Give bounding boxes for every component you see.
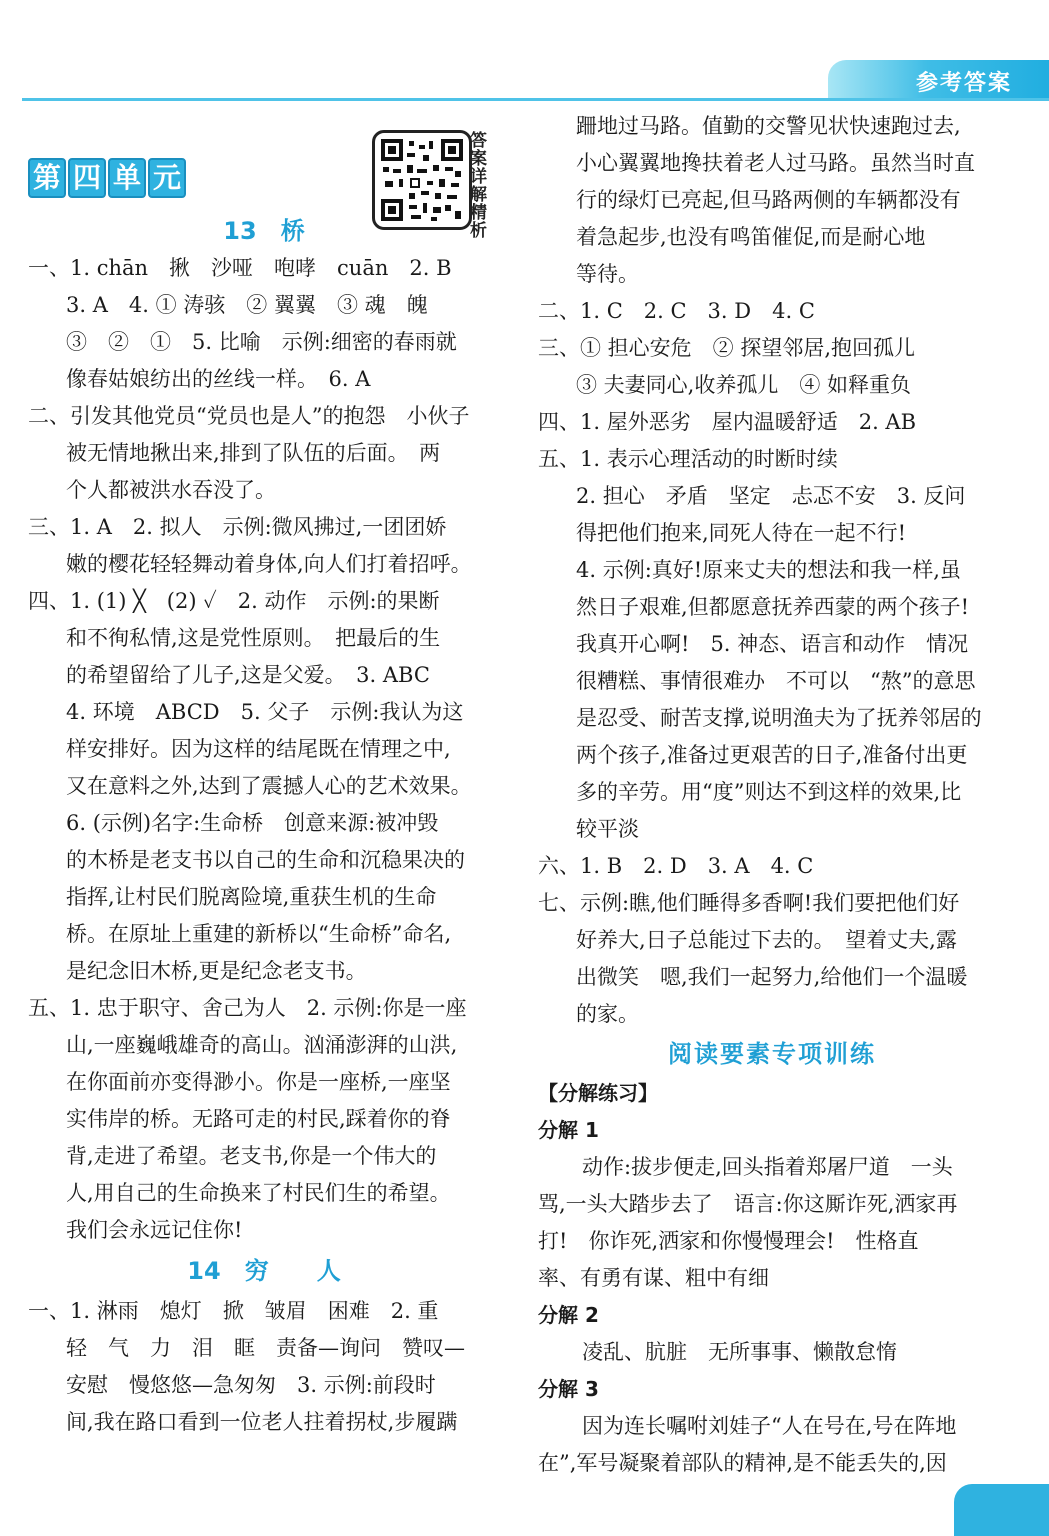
answer-line: 很糟糕、事情很难办 不可以 “熬”的意思 [576, 669, 976, 693]
reading-section-title: 阅读要素专项训练 [668, 1040, 876, 1068]
header-tab-label: 参考答案 [916, 71, 1013, 96]
answer-line: 四、1. (1) ╳ (2) ✓ 2. 动作 示例:的果断 [28, 589, 440, 613]
lesson13-title-wrap [28, 213, 500, 250]
answer-line: 一、1. 淋雨 熄灯 掀 皱眉 困难 2. 重 [28, 1299, 439, 1323]
answer-line: 桥。在原址上重建的新桥以“生命桥”命名, [66, 922, 452, 946]
answer-line: 样安排好。因为这样的结尾既在情理之中, [66, 737, 451, 761]
left-column [28, 250, 500, 1441]
fenjie2-label: 分解 2 [538, 1303, 599, 1327]
fenjie-header: 【分解练习】 [538, 1081, 658, 1105]
answer-line: 3. A 4. ① 涛骇 ② 翼翼 ③ 魂 魄 [66, 293, 428, 317]
qr-caption-char: 解 [470, 185, 487, 205]
answer-line: 和不徇私情,这是党性原则。 把最后的生 [66, 626, 441, 650]
answer-line: 的希望留给了儿子,这是父爱。 3. ABC [66, 663, 430, 687]
lesson14-title: 14 穷 人 [187, 1257, 341, 1285]
answer-line: 因为连长嘱咐刘娃子“人在号在,号在阵地 [582, 1414, 957, 1438]
answer-line: 是忍受、耐苦支撑,说明渔夫为了抚养邻居的 [576, 706, 982, 730]
page-corner-tab [954, 1484, 1049, 1536]
answer-line: 二、1. C 2. C 3. D 4. C [538, 299, 815, 323]
answer-line: 出微笑 嗯,我们一起努力,给他们一个温暖 [576, 965, 968, 989]
right-column [538, 108, 1006, 1482]
unit-char: 第 [28, 158, 66, 198]
answer-line: 五、1. 表示心理活动的时断时续 [538, 447, 838, 471]
answer-line: 六、1. B 2. D 3. A 4. C [538, 854, 814, 878]
answer-line: 得把他们抱来,同死人待在一起不行! [576, 521, 907, 545]
answer-line: 凌乱、肮脏 无所事事、懒散怠惰 [582, 1340, 897, 1364]
header-tab [828, 60, 1049, 100]
answer-line: 我们会永远记住你! [66, 1218, 243, 1242]
answer-line: 在你面前亦变得渺小。你是一座桥,一座坚 [66, 1070, 451, 1094]
unit-badge [28, 158, 186, 198]
answer-line: 一、1. chān 揪 沙哑 咆哮 cuān 2. B [28, 256, 452, 280]
answer-line: 安慰 慢悠悠—急匆匆 3. 示例:前段时 [66, 1373, 436, 1397]
answer-line: ③ ② ① 5. 比喻 示例:细密的春雨就 [66, 330, 457, 354]
answer-line: 三、1. A 2. 拟人 示例:微风拂过,一团团娇 [28, 515, 447, 539]
answer-line: 多的辛劳。用“度”则达不到这样的效果,比 [576, 780, 962, 804]
answer-line: 人,用自己的生命换来了村民们生的希望。 [66, 1181, 451, 1205]
answer-line: 背,走进了希望。老支书,你是一个伟大的 [66, 1144, 437, 1168]
qr-caption-char: 精 [470, 203, 487, 223]
answer-line: 在”,军号凝聚着部队的精神,是不能丢失的,因 [538, 1451, 947, 1475]
answer-line: 率、有勇有谋、粗中有细 [538, 1266, 769, 1290]
answer-line: 轻 气 力 泪 眶 责备—询问 赞叹— [66, 1336, 465, 1360]
fenjie1-label: 分解 1 [538, 1118, 599, 1142]
answer-line: 好养大,日子总能过下去的。 望着丈夫,露 [576, 928, 957, 952]
answer-line: 打! 你诈死,洒家和你慢慢理会! 性格直 [538, 1229, 919, 1253]
answer-line: 等待。 [576, 262, 639, 286]
answer-line: 4. 示例:真好!原来丈夫的想法和我一样,虽 [576, 558, 961, 582]
answer-line: 实伟岸的桥。无路可走的村民,踩着你的脊 [66, 1107, 451, 1131]
fenjie3-label: 分解 3 [538, 1377, 599, 1401]
answer-line: 小心翼翼地搀扶着老人过马路。虽然当时直 [576, 151, 975, 175]
unit-char: 单 [108, 158, 146, 198]
answer-line: 又在意料之外,达到了震撼人心的艺术效果。 [66, 774, 472, 798]
answer-line: 四、1. 屋外恶劣 屋内温暖舒适 2. AB [538, 410, 917, 434]
answer-line: 是纪念旧木桥,更是纪念老支书。 [66, 959, 367, 983]
answer-line: 2. 担心 矛盾 坚定 忐忑不安 3. 反问 [576, 484, 966, 508]
answer-line: 较平淡 [576, 817, 639, 841]
answer-line: 我真开心啊! 5. 神态、语言和动作 情况 [576, 632, 969, 656]
answer-line: 嫩的樱花轻轻舞动着身体,向人们打着招呼。 [66, 552, 472, 576]
answer-line: 动作:拔步便走,回头指着郑屠尸道 一头 [582, 1155, 953, 1179]
answer-line: 二、引发其他党员“党员也是人”的抱怨 小伙子 [28, 404, 470, 428]
lesson13-title: 13 桥 [223, 217, 305, 245]
answer-line: 骂,一头大踏步去了 语言:你这厮诈死,洒家再 [538, 1192, 958, 1216]
answer-line: 4. 环境 ABCD 5. 父子 示例:我认为这 [66, 700, 464, 724]
answer-line: 跚地过马路。值勤的交警见状快速跑过去, [576, 114, 961, 138]
answer-line: 像春姑娘纺出的丝线一样。 6. A [66, 367, 371, 391]
answer-line: ③ 夫妻同心,收养孤儿 ④ 如释重负 [576, 373, 912, 397]
answer-line: 着急起步,也没有鸣笛催促,而是耐心地 [576, 225, 926, 249]
answer-line: 个人都被洪水吞没了。 [66, 478, 276, 502]
answer-line: 指挥,让村民们脱离险境,重获生机的生命 [66, 885, 437, 909]
answer-line: 的家。 [576, 1002, 639, 1026]
answer-line: 山,一座巍峨雄奇的高山。汹涌澎湃的山洪, [66, 1033, 458, 1057]
unit-char: 元 [148, 158, 186, 198]
qr-code-icon [381, 139, 463, 221]
answer-line: 然日子艰难,但都愿意抚养西蒙的两个孩子! [576, 595, 970, 619]
answer-line: 三、① 担心安危 ② 探望邻居,抱回孤儿 [538, 336, 916, 360]
qr-caption-char: 案 [470, 149, 487, 169]
answer-line: 行的绿灯已亮起,但马路两侧的车辆都没有 [576, 188, 961, 212]
answer-line: 的木桥是老支书以自己的生命和沉稳果决的 [66, 848, 465, 872]
qr-caption-char: 析 [470, 221, 487, 241]
qr-caption-char: 答 [470, 131, 487, 151]
answer-line: 6. (示例)名字:生命桥 创意来源:被冲毁 [66, 811, 439, 835]
answer-line: 两个孩子,准备过更艰苦的日子,准备付出更 [576, 743, 968, 767]
answer-line: 间,我在路口看到一位老人拄着拐杖,步履蹒 [66, 1410, 458, 1434]
unit-char: 四 [68, 158, 106, 198]
qr-caption-char: 详 [470, 167, 487, 187]
answer-line: 七、示例:瞧,他们睡得多香啊!我们要把他们好 [538, 891, 960, 915]
header-rule [22, 98, 1049, 101]
answer-line: 五、1. 忠于职守、舍己为人 2. 示例:你是一座 [28, 996, 467, 1020]
answer-line: 被无情地揪出来,排到了队伍的后面。 两 [66, 441, 441, 465]
